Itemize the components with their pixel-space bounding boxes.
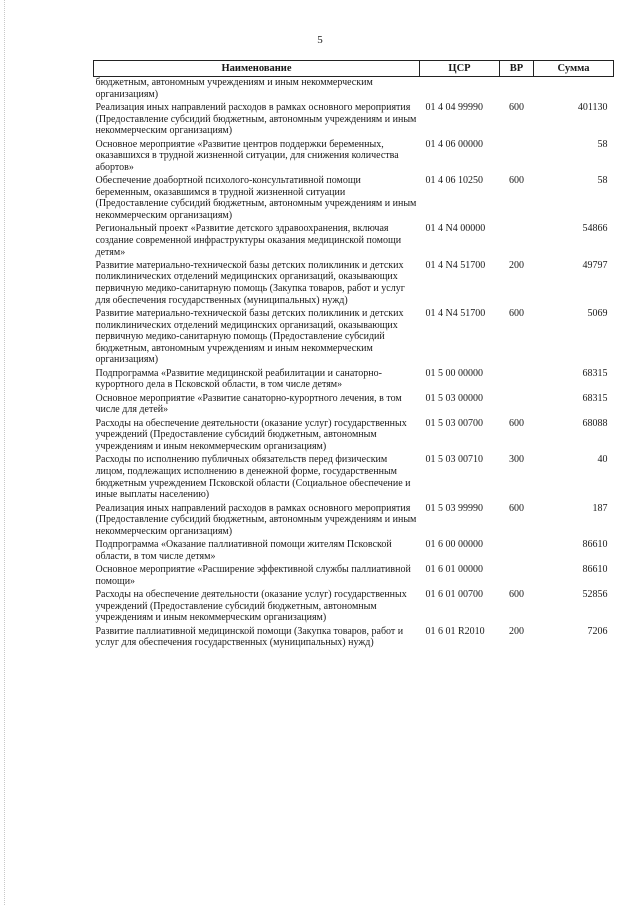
table-row: [94, 539, 614, 564]
cell-csr: 01 6 01 00000: [425, 564, 483, 576]
cell-csr: 01 4 06 00000: [425, 138, 483, 150]
header-sum: Сумма: [534, 61, 614, 77]
cell-vr: [500, 539, 534, 564]
cell-csr: 01 5 03 99990: [425, 502, 483, 514]
cell-csr: 01 6 01 00700: [425, 589, 483, 601]
cell-sum: 68088: [582, 417, 608, 429]
cell-csr: 01 4 N4 51700: [425, 259, 486, 271]
page-number: 5: [317, 34, 323, 46]
table-row: [94, 454, 614, 502]
table-row: [94, 260, 614, 308]
table-body: [94, 77, 614, 651]
cell-name: Развитие паллиативной медицинской помощи (Закупка товаров, работ и услуг для обеспечения государственных (муниципальных) нужд): [95, 625, 404, 649]
cell-name: Основное мероприятие «Развитие центров поддержки беременных, оказавшихся в трудной жизненной ситуации, для снижения количества абортов»: [95, 138, 399, 173]
cell-sum: 52856: [582, 589, 608, 601]
cell-vr: 600: [509, 175, 524, 187]
cell-vr: [500, 368, 534, 393]
cell-name: Основное мероприятие «Развитие санаторно-курортного лечения, в том числе для детей»: [95, 392, 402, 416]
cell-vr: 600: [509, 502, 524, 514]
cell-sum: 7206: [587, 625, 608, 637]
cell-sum: 58: [597, 138, 608, 150]
table-row: [94, 589, 614, 626]
header-vr: ВР: [500, 61, 534, 77]
table-row: [94, 223, 614, 260]
cell-name: Расходы на обеспечение деятельности (оказание услуг) государственных учреждений (Предоставление субсидий бюджетным, автономным учреждениям и иным некоммерческим организациям): [95, 589, 407, 624]
cell-vr: 600: [509, 308, 524, 320]
cell-sum: 401130: [577, 101, 608, 113]
cell-vr: [500, 564, 534, 589]
cell-csr: 01 4 06 10250: [425, 175, 483, 187]
table-row: [94, 175, 614, 223]
cell-csr: 01 5 00 00000: [425, 367, 483, 379]
cell-csr: 01 6 01 R2010: [425, 625, 485, 637]
cell-name: Реализация иных направлений расходов в рамках основного мероприятия (Предоставление субсидий бюджетным, автономным учреждениям и иным некоммерческим организациям): [95, 101, 417, 137]
cell-name: Подпрограмма «Развитие медицинской реабилитации и санаторно-курортного дела в Псковской области, в том числе детям»: [95, 367, 382, 391]
cell-sum: 54866: [582, 223, 608, 235]
cell-vr: [500, 223, 534, 260]
cell-name: Развитие материально-технической базы детских поликлиник и детских поликлинических отделений медицинских организаций, оказывающих первичную медико-санитарную помощь (Закупка товаров, работ и услуг для обеспечения государственных (муниципальных) нужд): [95, 259, 405, 306]
table-row: [94, 308, 614, 368]
scan-edge: [4, 0, 6, 905]
cell-name: Обеспечение доабортной психолого-консультативной помощи беременным, оказавшимся в трудной жизненной ситуации (Предоставление субсидий бюджетным, автономным учреждениям и иным некоммерческим организациям): [95, 175, 417, 221]
table-row: [94, 139, 614, 176]
table-row: [94, 418, 614, 455]
cell-csr: 01 5 03 00000: [425, 392, 483, 404]
table-row: [94, 503, 614, 540]
cell-sum: 49797: [582, 259, 608, 271]
cell-vr: [500, 139, 534, 176]
cell-name: Расходы по исполнению публичных обязательств перед физическим лицом, подлежащих исполнению в денежной форме, государственным бюджетным учреждением Псковской области (Социальное обеспечение и иные выплаты населению): [95, 454, 411, 501]
budget-table: [93, 60, 614, 651]
cell-csr: 01 4 04 99990: [425, 101, 483, 113]
cell-sum: 68315: [582, 392, 608, 404]
table-row: [94, 102, 614, 139]
cell-csr: 01 5 03 00700: [425, 417, 483, 429]
header-row: [94, 61, 614, 77]
cell-sum: 5069: [587, 308, 608, 320]
cell-vr: 600: [509, 589, 524, 601]
cell-csr: 01 4 N4 00000: [425, 223, 486, 235]
table-row: [94, 393, 614, 418]
cell-vr: 600: [509, 417, 524, 429]
cell-name: Реализация иных направлений расходов в рамках основного мероприятия (Предоставление субсидий бюджетным, автономным учреждениям и иным некоммерческим организациям): [95, 502, 417, 537]
cell-sum: [534, 77, 614, 102]
table-row: [94, 77, 614, 102]
cell-name: Региональный проект «Развитие детского здравоохранения, включая создание современной инфраструктуры оказания медицинской помощи детям»: [95, 223, 402, 258]
cell-sum: 40: [597, 454, 608, 466]
cell-csr: 01 6 00 00000: [425, 539, 483, 551]
cell-vr: 600: [509, 101, 524, 113]
table-row: [94, 368, 614, 393]
cell-sum: 68315: [582, 367, 608, 379]
cell-vr: [500, 77, 534, 102]
cell-csr: [420, 77, 500, 102]
cell-sum: 86610: [582, 564, 608, 576]
header-name: Наименование: [94, 61, 420, 77]
cell-name: Основное мероприятие «Расширение эффективной службы паллиативной помощи»: [95, 564, 411, 587]
cell-sum: 58: [597, 175, 608, 187]
cell-name: Развитие материально-технической базы детских поликлиник и детских поликлинических отделений медицинских организаций, оказывающих первичную медико-санитарную помощь (Предоставление субсидий бюджетным, автономным учреждениям и иным некоммерческим организациям): [95, 308, 404, 366]
cell-sum: 86610: [582, 539, 608, 551]
cell-name: бюджетным, автономным учреждениям и иным некоммерческим организациям): [95, 77, 373, 100]
header-csr: ЦСР: [420, 61, 500, 77]
cell-vr: 300: [509, 454, 524, 466]
cell-vr: 200: [509, 259, 524, 271]
cell-name: Расходы на обеспечение деятельности (оказание услуг) государственных учреждений (Предоставление субсидий бюджетным, автономным учреждениям и иным некоммерческим организациям): [95, 417, 407, 452]
table-row: [94, 626, 614, 651]
cell-sum: 187: [592, 502, 608, 514]
cell-csr: 01 5 03 00710: [425, 454, 483, 466]
cell-csr: 01 4 N4 51700: [425, 308, 486, 320]
cell-name: Подпрограмма «Оказание паллиативной помощи жителям Псковской области, в том числе детям»: [95, 539, 392, 562]
table-header: [94, 61, 614, 77]
cell-vr: [500, 393, 534, 418]
cell-vr: 200: [509, 625, 524, 637]
table-row: [94, 564, 614, 589]
